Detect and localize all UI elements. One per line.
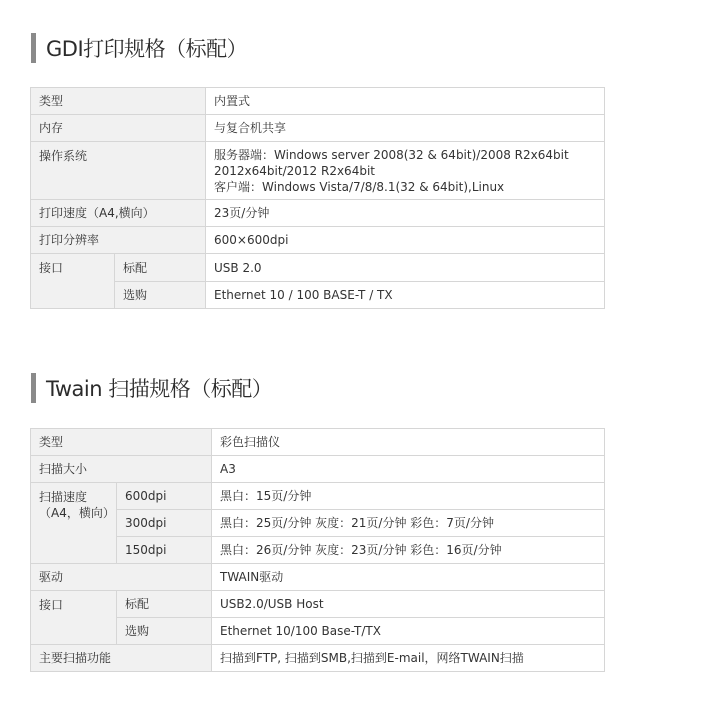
table-row (31, 456, 605, 483)
row-value: 23页/分钟 (206, 200, 605, 227)
table-row (31, 483, 605, 510)
table-row (31, 429, 605, 456)
row-value: Ethernet 10/100 Base-T/TX (212, 618, 605, 645)
row-label: 内存 (31, 115, 206, 142)
table-row (31, 564, 605, 591)
table-row (31, 88, 605, 115)
sub-label: 选购 (115, 282, 206, 309)
row-label: 类型 (31, 88, 206, 115)
row-value: 黑白：25页/分钟 灰度：21页/分钟 彩色：7页/分钟 (212, 510, 605, 537)
table-row (31, 115, 605, 142)
title-accent-bar (31, 33, 36, 63)
os-client-line: 客户端：Windows Vista/7/8/8.1(32 & 64bit),Linux (214, 180, 505, 194)
table-row (31, 618, 605, 645)
row-value: USB2.0/USB Host (212, 591, 605, 618)
row-value: 黑白：15页/分钟 (212, 483, 605, 510)
row-value: A3 (212, 456, 605, 483)
row-label: 操作系统 (31, 142, 206, 200)
row-label: 接口 (31, 591, 117, 645)
table-row (31, 200, 605, 227)
row-value: 600×600dpi (206, 227, 605, 254)
row-label: 打印分辨率 (31, 227, 206, 254)
sub-label: 150dpi (117, 537, 212, 564)
os-server-line: 服务器端：Windows server 2008(32 & 64bit)/2008 R2x64bit (214, 148, 569, 162)
table-row (31, 142, 605, 200)
twain-title-text: Twain 扫描规格（标配） (46, 377, 273, 401)
table-row (31, 227, 605, 254)
row-value: USB 2.0 (206, 254, 605, 282)
table-row (31, 645, 605, 672)
gdi-title-text: GDI打印规格（标配） (46, 37, 248, 61)
row-label: 扫描大小 (31, 456, 212, 483)
row-label: 类型 (31, 429, 212, 456)
os-server-line-2: 2012x64bit/2012 R2x64bit (214, 164, 375, 178)
row-value: 扫描到FTP, 扫描到SMB,扫描到E-mail，网络TWAIN扫描 (212, 645, 605, 672)
table-row (31, 254, 605, 282)
os-value-cell (206, 142, 605, 200)
row-label: 打印速度（A4,横向） (31, 200, 206, 227)
row-value: 彩色扫描仪 (212, 429, 605, 456)
sub-label: 标配 (117, 591, 212, 618)
table-row (31, 537, 605, 564)
table-row (31, 591, 605, 618)
row-value: 黑白：26页/分钟 灰度：23页/分钟 彩色：16页/分钟 (212, 537, 605, 564)
sub-label: 标配 (115, 254, 206, 282)
gdi-spec-table (30, 87, 605, 309)
row-label: 主要扫描功能 (31, 645, 212, 672)
twain-spec-table (30, 428, 605, 672)
row-label: 扫描速度（A4，横向） (31, 483, 117, 564)
sub-label: 600dpi (117, 483, 212, 510)
table-row (31, 282, 605, 309)
twain-section-title (31, 371, 272, 405)
row-value: 内置式 (206, 88, 605, 115)
row-value: Ethernet 10 / 100 BASE-T / TX (206, 282, 605, 309)
table-row (31, 510, 605, 537)
sub-label: 选购 (117, 618, 212, 645)
gdi-section-title (31, 31, 247, 65)
row-value: 与复合机共享 (206, 115, 605, 142)
title-accent-bar (31, 373, 36, 403)
row-value: TWAIN驱动 (212, 564, 605, 591)
row-label: 接口 (31, 254, 115, 309)
row-label: 驱动 (31, 564, 212, 591)
sub-label: 300dpi (117, 510, 212, 537)
